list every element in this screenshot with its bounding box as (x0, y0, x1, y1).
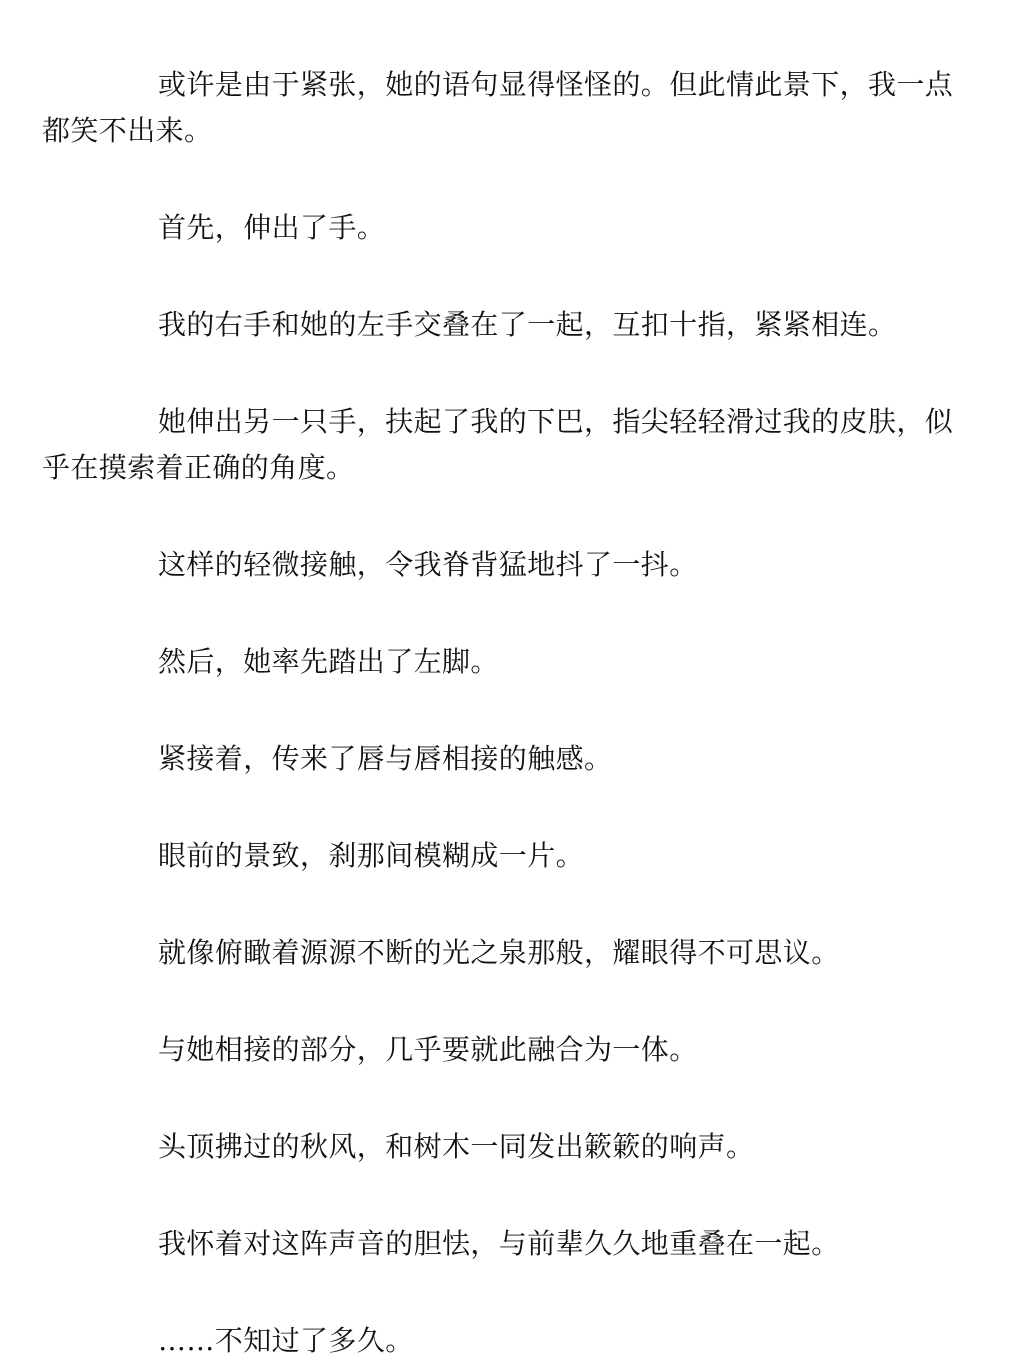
paragraph-6: 然后，她率先踏出了左脚。 (158, 645, 499, 678)
paragraph-8: 眼前的景致，刹那间模糊成一片。 (158, 839, 585, 872)
paragraph-10: 与她相接的部分，几乎要就此融合为一体。 (158, 1033, 698, 1066)
paragraph-5: 这样的轻微接触，令我脊背猛地抖了一抖。 (158, 548, 698, 581)
paragraph-3: 我的右手和她的左手交叠在了一起，互扣十指，紧紧相连。 (158, 308, 897, 341)
paragraph-4: 她伸出另一只手，扶起了我的下巴，指尖轻轻滑过我的皮肤，似乎在摸索着正确的角度。 (42, 405, 954, 484)
paragraph-13: ……不知过了多久。 (158, 1324, 414, 1357)
paragraph-7: 紧接着，传来了唇与唇相接的触感。 (158, 742, 613, 775)
paragraph-9: 就像俯瞰着源源不断的光之泉那般，耀眼得不可思议。 (158, 936, 840, 969)
paragraph-1: 或许是由于紧张，她的语句显得怪怪的。但此情此景下，我一点都笑不出来。 (42, 68, 954, 147)
paragraph-2: 首先，伸出了手。 (158, 211, 386, 244)
paragraph-12: 我怀着对这阵声音的胆怯，与前辈久久地重叠在一起。 (158, 1227, 840, 1260)
paragraph-11: 头顶拂过的秋风，和树木一同发出簌簌的响声。 (158, 1130, 755, 1163)
